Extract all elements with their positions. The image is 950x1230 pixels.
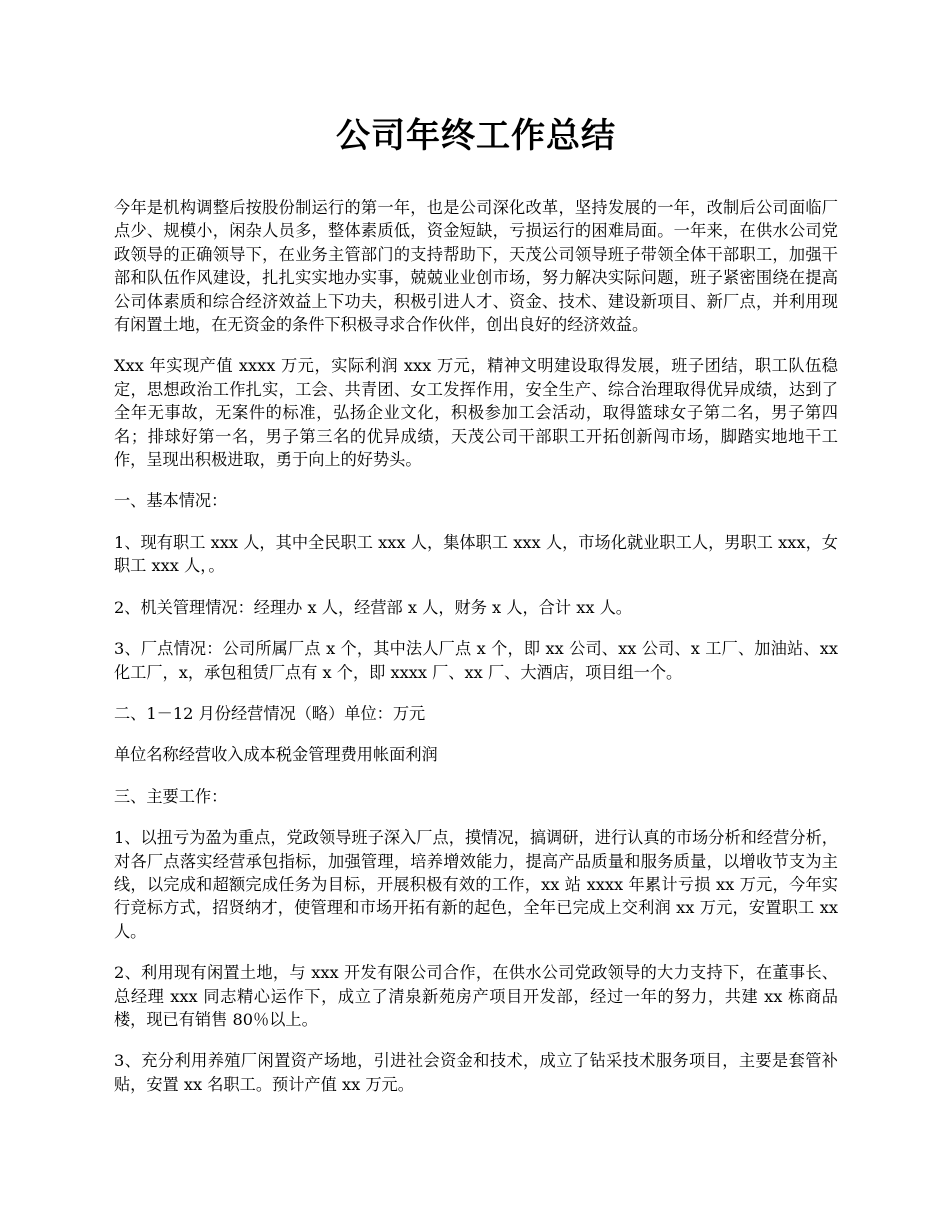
paragraph-work-item-1: 1、以扭亏为盈为重点，党政领导班子深入厂点，摸情况，搞调研，进行认真的市场分析和经营分析，对各厂点落实经营承包指标，加强管理，培养增效能力，提高产品质量和服务质量，以增收节支为主线，以完成和超额完成任务为目标，开展积极有效的工作，xx 站 xxxx 年累计亏损 xx 万元，今年实行竞标方式，招贤纳才，使管理和市场开拓有新的起色，全年已完成上交利润 xx 万元，安置职工 xx 人。 [114,828,838,941]
paragraph-work-item-3: 3、充分利用养殖厂闲置资产场地，引进社会资金和技术，成立了钻采技术服务项目，主要是套管补贴，安置 xx 名职工。预计产值 xx 万元。 [114,1051,838,1094]
paragraph-office-management: 2、机关管理情况：经理办 x 人，经营部 x 人，财务 x 人，合计 xx 人。 [114,597,632,617]
section-heading-basic-situation: 一、基本情况： [114,491,228,511]
paragraph-annual-results: Xxx 年实现产值 xxxx 万元，实际利润 xxx 万元，精神文明建设取得发展，班子团结，职工队伍稳定，思想政治工作扎实，工会、共青团、女工发挥作用，安全生产、综合治理取得优异成绩，达到了全年无事故，无案件的标准，弘扬企业文化，积极参加工会活动，取得篮球女子第二名，男子第四名；排球好第一名，男子第三名的优异成绩，天茂公司干部职工开拓创新闯市场，脚踏实地地干工作，呈现出积极进取，勇于向上的好势头。 [114,356,838,470]
document-page [114,110,838,1114]
paragraph-staff-count: 1、现有职工 xxx 人，其中全民职工 xxx 人，集体职工 xxx 人，市场化就业职工人，男职工 xxx，女职工 xxx 人，。 [114,532,838,576]
paragraph-intro: 今年是机构调整后按股份制运行的第一年，也是公司深化改革，坚持发展的一年，改制后公司面临厂点少、规模小，闲杂人员多，整体素质低，资金短缺，亏损运行的困难局面。一年来，在供水公司党政领导的正确领导下，在业务主管部门的支持帮助下，天茂公司领导班子带领全体干部职工，加强干部和队伍作风建设，扎扎实实地办实事，兢兢业业创市场，努力解决实际问题，班子紧密围绕在提高公司体素质和综合经济效益上下功夫，积极引进人才、资金、技术、建设新项目、新厂点，并利用现有闲置土地，在无资金的条件下积极寻求合作伙伴，创出良好的经济效益。 [114,198,838,335]
document-title: 公司年终工作总结 [336,116,616,156]
paragraph-work-item-2: 2、利用现有闲置土地，与 xxx 开发有限公司合作，在供水公司党政领导的大力支持下，在董事长、总经理 xxx 同志精心运作下，成立了清泉新苑房产项目开发部，经过一年的努力，共建 xx 栋商品楼，现已有销售 80％以上。 [114,963,838,1029]
section-heading-operations: 二、1－12 月份经营情况（略）单位：万元 [114,703,426,723]
paragraph-table-header-line: 单位名称经营收入成本税金管理费用帐面利润 [114,745,438,765]
section-heading-main-work: 三、主要工作： [114,786,228,806]
paragraph-factory-points: 3、厂点情况：公司所属厂点 x 个，其中法人厂点 x 个，即 xx 公司、xx 公司、x 工厂、加油站、xx 化工厂，x，承包租赁厂点有 x 个，即 xxxx 厂、xx 厂、大酒店，项目组一个。 [114,639,838,682]
